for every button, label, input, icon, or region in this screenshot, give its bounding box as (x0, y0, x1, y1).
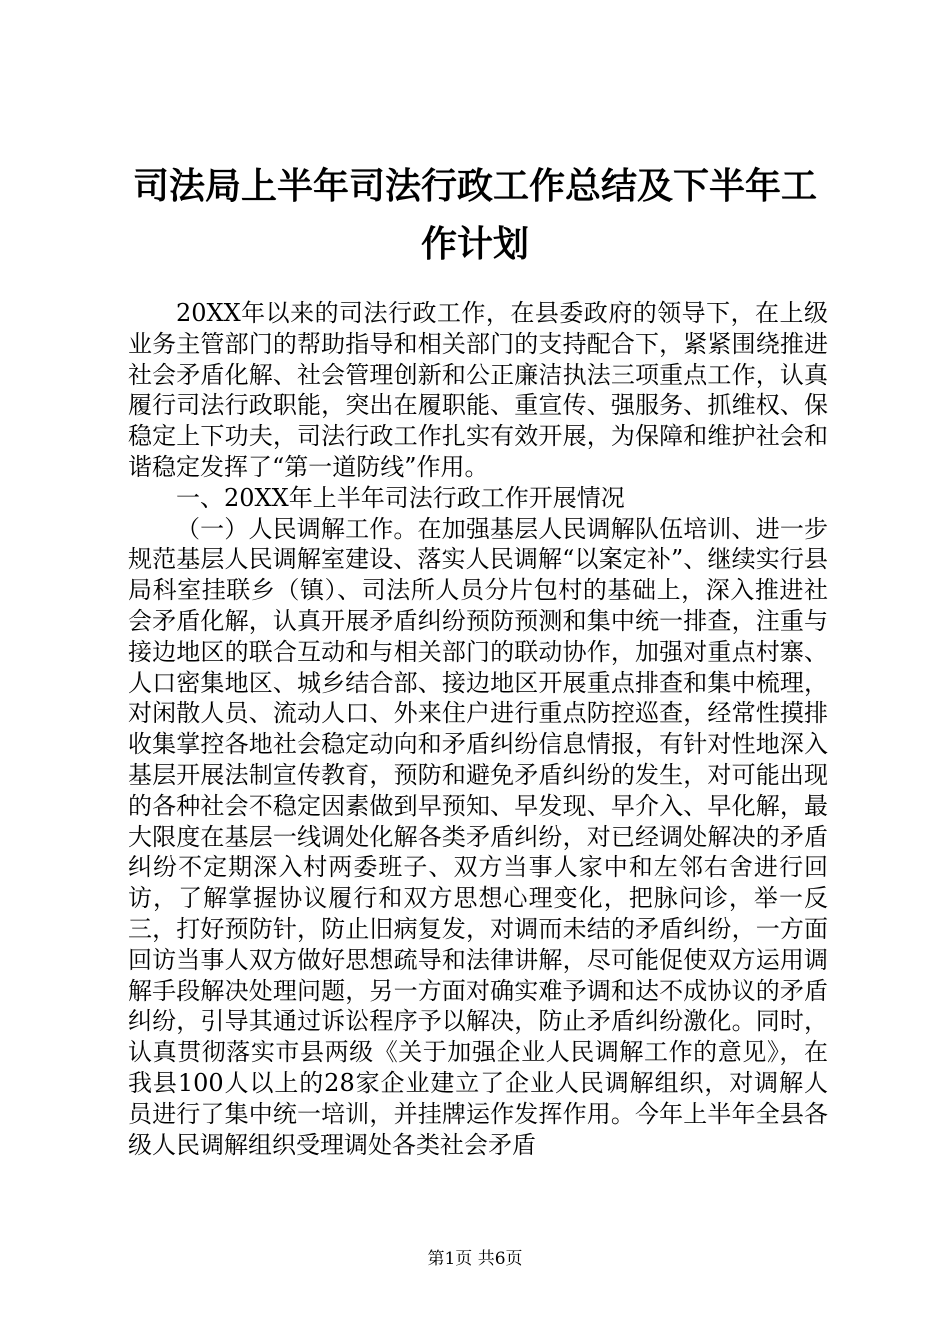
paragraph-mediation: （一）人民调解工作。在加强基层人民调解队伍培训、进一步规范基层人民调解室建设、落实人民调解“以案定补”、继续实行县局科室挂联乡（镇）、司法所人员分片包村的基础上，深入推进社会矛盾化解，认真开展矛盾纠纷预防预测和集中统一排查，注重与接边地区的联合互动和与相关部门的联动协作，加强对重点村寨、人口密集地区、城乡结合部、接边地区开展重点排查和集中梳理，对闲散人员、流动人口、外来住户进行重点防控巡查，经常性摸排收集掌控各地社会稳定动向和矛盾纠纷信息情报，有针对性地深入基层开展法制宣传教育，预防和避免矛盾纠纷的发生，对可能出现的各种社会不稳定因素做到早预知、早发现、早介入、早化解，最大限度在基层一线调处化解各类矛盾纠纷，对已经调处解决的矛盾纠纷不定期深入村两委班子、双方当事人家中和左邻右舍进行回访，了解掌握协议履行和双方思想心理变化，把脉问诊，举一反三，打好预防针，防止旧病复发，对调而未结的矛盾纠纷，一方面回访当事人双方做好思想疏导和法律讲解，尽可能促使双方运用调解手段解决处理问题，另一方面对确实难予调和达不成协议的矛盾纠纷，引导其通过诉讼程序予以解决，防止矛盾纠纷激化。同时，认真贯彻落实市县两级《关于加强企业人民调解工作的意见》，在我县100人以上的28家企业建立了企业人民调解组织，对调解人员进行了集中统一培训，并挂牌运作发挥作用。今年上半年全县各级人民调解组织受理调处各类社会矛盾 (128, 514, 828, 1159)
section-heading: 一、20XX年上半年司法行政工作开展情况 (176, 483, 625, 512)
paragraph-intro: 20XX年以来的司法行政工作，在县委政府的领导下，在上级业务主管部门的帮助指导和相关部门的支持配合下，紧紧围绕推进社会矛盾化解、社会管理创新和公正廉洁执法三项重点工作，认真履行司法行政职能，突出在履职能、重宣传、强服务、抓维权、保稳定上下功夫，司法行政工作扎实有效开展，为保障和维护社会和谐稳定发挥了“第一道防线”作用。 (128, 299, 828, 481)
document-title: 司法局上半年司法行政工作总结及下半年工作计划 (132, 166, 817, 265)
page-footer: 第1页 共6页 (427, 1249, 523, 1269)
document-body (128, 298, 828, 1160)
